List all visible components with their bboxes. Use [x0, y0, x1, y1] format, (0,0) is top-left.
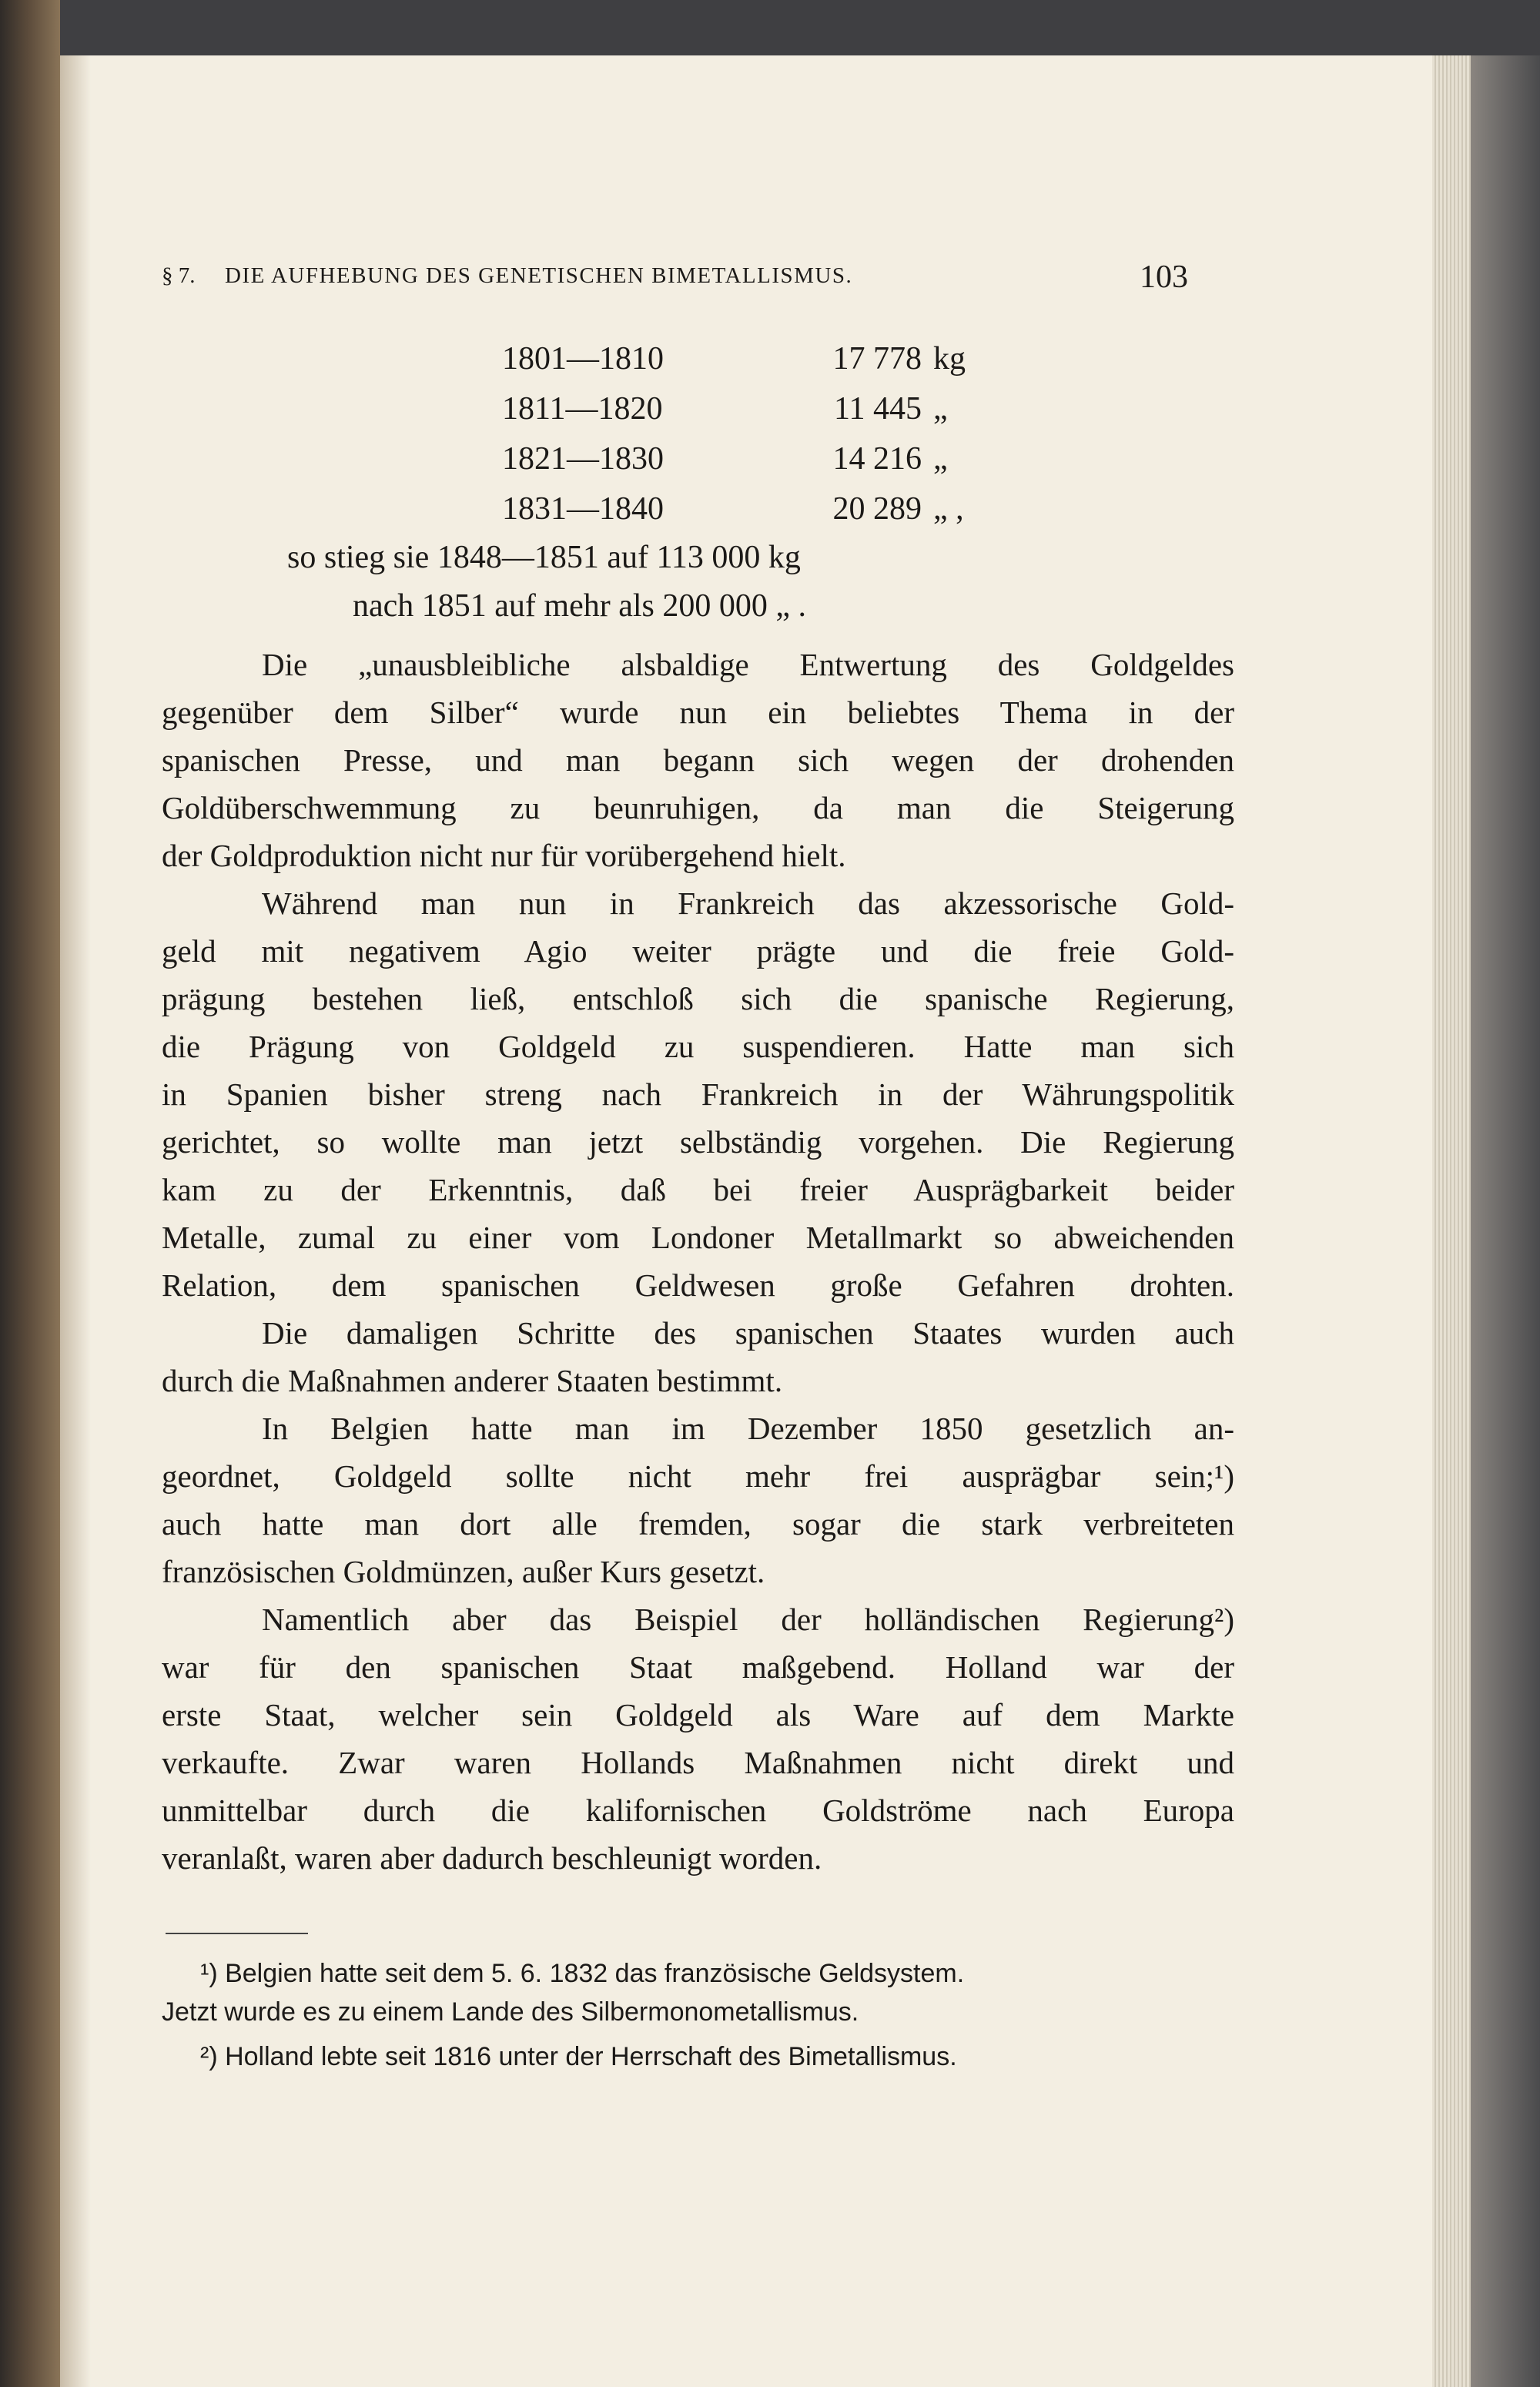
quantity: 11 445: [834, 391, 922, 427]
page-number: 103: [1140, 259, 1188, 295]
text-line: kam zu der Erkenntnis, daß bei freier Ausprägbarkeit beider: [162, 1172, 1234, 1207]
text-line: Namentlich aber das Beispiel der holländischen Regierung²): [262, 1602, 1234, 1637]
text-line: Die damaligen Schritte des spanischen Staates wurden auch: [262, 1315, 1234, 1351]
footnote-divider: [166, 1933, 308, 1934]
text-line: In Belgien hatte man im Dezember 1850 gesetzlich an-: [262, 1411, 1234, 1446]
unit: kg: [933, 341, 966, 377]
unit: „: [933, 391, 948, 427]
text-line: der Goldproduktion nicht nur für vorübergehend hielt.: [162, 838, 846, 873]
text-line: französischen Goldmünzen, außer Kurs gesetzt.: [162, 1554, 765, 1589]
page-edges: [1432, 55, 1471, 2387]
text-line: gegenüber dem Silber“ wurde nun ein beliebtes Thema in der: [162, 695, 1234, 730]
page-edges-dark: [1471, 55, 1540, 2387]
text-line: in Spanien bisher streng nach Frankreich in der Währungspolitik: [162, 1076, 1234, 1112]
footnote-line: Jetzt wurde es zu einem Lande des Silbermonometallismus.: [162, 1997, 859, 2027]
period: 1811—1820: [502, 391, 663, 427]
footnote-line: ²) Holland lebte seit 1816 unter der Herrschaft des Bimetallismus.: [200, 2042, 957, 2071]
text-line: Goldüberschwemmung zu beunruhigen, da man die Steigerung: [162, 790, 1234, 825]
chapter-title: DIE AUFHEBUNG DES GENETISCHEN BIMETALLISMUS.: [225, 263, 853, 288]
text-line: prägung bestehen ließ, entschloß sich die spanische Regierung,: [162, 981, 1234, 1016]
text-line: erste Staat, welcher sein Goldgeld als Ware auf dem Markte: [162, 1697, 1234, 1732]
text-line: Metalle, zumal zu einer vom Londoner Metallmarkt so abweichenden: [162, 1220, 1234, 1255]
book-gutter: [0, 0, 60, 2387]
quantity: 17 778: [832, 341, 922, 377]
page-shadow: [60, 55, 91, 2387]
period: 1831—1840: [502, 491, 664, 527]
text-line: war für den spanischen Staat maßgebend. Holland war der: [162, 1649, 1234, 1685]
table-continuation: so stieg sie 1848—1851 auf 113 000 kg: [287, 540, 801, 575]
unit: „ ,: [933, 491, 964, 527]
text-line: gerichtet, so wollte man jetzt selbständig vorgehen. Die Regierung: [162, 1124, 1234, 1160]
unit: „: [933, 441, 948, 477]
text-line: unmittelbar durch die kalifornischen Goldströme nach Europa: [162, 1793, 1234, 1828]
quantity: 20 289: [832, 491, 922, 527]
text-line: spanischen Presse, und man begann sich wegen der drohenden: [162, 742, 1234, 778]
text-line: veranlaßt, waren aber dadurch beschleunigt worden.: [162, 1840, 822, 1876]
section-number: § 7.: [162, 263, 196, 288]
quantity: 14 216: [832, 441, 922, 477]
text-line: Die „unausbleibliche alsbaldige Entwertung des Goldgeldes: [262, 647, 1234, 682]
text-line: Relation, dem spanischen Geldwesen große Gefahren drohten.: [162, 1267, 1234, 1303]
text-line: auch hatte man dort alle fremden, sogar die stark verbreiteten: [162, 1506, 1234, 1542]
text-line: durch die Maßnahmen anderer Staaten bestimmt.: [162, 1363, 783, 1398]
running-header: [162, 259, 1240, 310]
text-line: Während man nun in Frankreich das akzessorische Gold-: [262, 886, 1234, 921]
text-line: die Prägung von Goldgeld zu suspendieren. Hatte man sich: [162, 1029, 1234, 1064]
text-line: geordnet, Goldgeld sollte nicht mehr frei ausprägbar sein;¹): [162, 1458, 1234, 1494]
period: 1821—1830: [502, 441, 664, 477]
period: 1801—1810: [502, 341, 664, 377]
table-continuation: nach 1851 auf mehr als 200 000 „ .: [353, 588, 807, 624]
text-line: verkaufte. Zwar waren Hollands Maßnahmen nicht direkt und: [162, 1745, 1234, 1780]
footnote-line: ¹) Belgien hatte seit dem 5. 6. 1832 das französische Geldsystem.: [200, 1959, 965, 1988]
text-line: geld mit negativem Agio weiter prägte und die freie Gold-: [162, 933, 1234, 969]
